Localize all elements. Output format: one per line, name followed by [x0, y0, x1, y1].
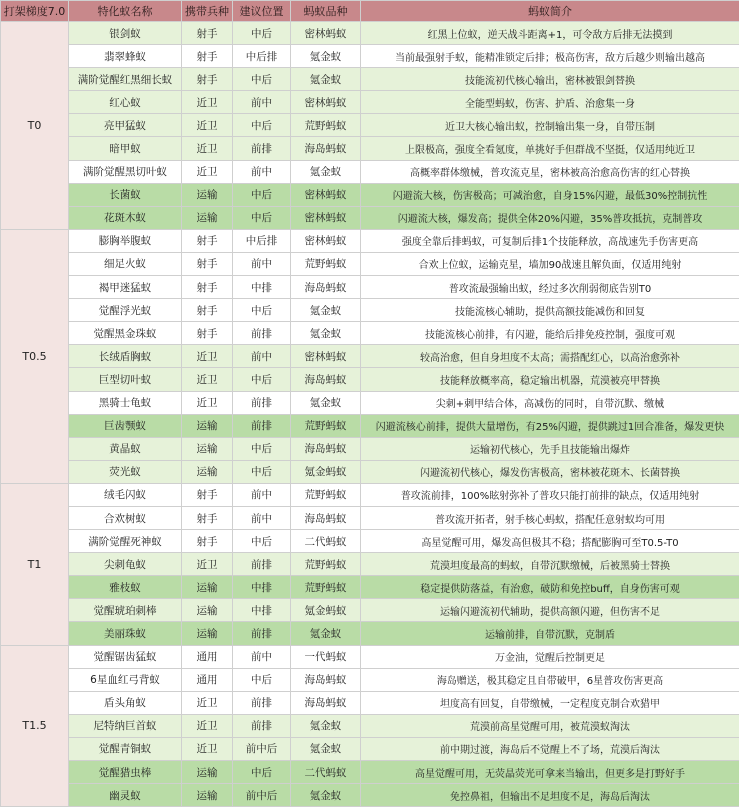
table-row — [1, 714, 739, 737]
ant-name-cell: 翡翠蜂蚁 — [69, 45, 182, 68]
ant-name-cell: 花斑木蚁 — [69, 206, 182, 229]
position-cell: 中后 — [233, 368, 291, 391]
position-cell: 前中 — [233, 345, 291, 368]
unit-type-cell: 通用 — [182, 668, 233, 691]
intro-cell: 普攻流前排，100%眩射弥补了普攻只能打前排的缺点，仅适用纯射 — [361, 483, 739, 506]
breed-cell: 荒野蚂蚁 — [291, 252, 361, 275]
ant-name-cell: 觉醒青铜蚁 — [69, 737, 182, 760]
position-cell: 前中 — [233, 506, 291, 529]
breed-cell: 氪金蚁 — [291, 299, 361, 322]
table-row — [1, 22, 739, 45]
intro-cell: 高星觉醒可用，爆发高但极其不稳；搭配膨胸可至T0.5-T0 — [361, 530, 739, 553]
breed-cell: 海岛蚂蚁 — [291, 276, 361, 299]
unit-type-cell: 近卫 — [182, 160, 233, 183]
position-cell: 前中后 — [233, 737, 291, 760]
intro-cell: 运输闪避流初代辅助，提供高额闪避，但伤害不足 — [361, 599, 739, 622]
breed-cell: 海岛蚂蚁 — [291, 668, 361, 691]
breed-cell: 荒野蚂蚁 — [291, 414, 361, 437]
breed-cell: 氪金蚁 — [291, 622, 361, 645]
position-cell: 中排 — [233, 576, 291, 599]
unit-type-cell: 运输 — [182, 622, 233, 645]
unit-type-cell: 近卫 — [182, 345, 233, 368]
intro-cell: 技能流初代核心输出，密林被银剑替换 — [361, 68, 739, 91]
intro-cell: 合欢上位蚁，运输克星，墙加90战速且解负面，仅适用纯射 — [361, 252, 739, 275]
table-row — [1, 91, 739, 114]
table-row — [1, 137, 739, 160]
position-cell: 前中 — [233, 252, 291, 275]
table-row — [1, 737, 739, 760]
unit-type-cell: 近卫 — [182, 114, 233, 137]
table-row — [1, 460, 739, 483]
breed-cell: 氪金蚂蚁 — [291, 460, 361, 483]
position-cell: 前排 — [233, 553, 291, 576]
intro-cell: 普攻流开拓者，射手核心蚂蚁，搭配任意射蚁均可用 — [361, 506, 739, 529]
intro-cell: 闪避流核心前排，提供大量增伤，有25%闪避，提供跳过1回合准备，爆发更快 — [361, 414, 739, 437]
ant-name-cell: 黄晶蚁 — [69, 437, 182, 460]
intro-cell: 红黑上位蚁，逆天战斗距离+1，可令敌方后排无法摸到 — [361, 22, 739, 45]
table-row — [1, 530, 739, 553]
table-row — [1, 761, 739, 784]
header-breed: 蚂蚁品种 — [291, 1, 361, 22]
table-row — [1, 206, 739, 229]
ant-name-cell: 暗甲蚁 — [69, 137, 182, 160]
breed-cell: 海岛蚂蚁 — [291, 691, 361, 714]
breed-cell: 海岛蚂蚁 — [291, 437, 361, 460]
breed-cell: 氪金蚁 — [291, 45, 361, 68]
ant-name-cell: 6星血红弓背蚁 — [69, 668, 182, 691]
ant-name-cell: 满阶觉醒黑切叶蚁 — [69, 160, 182, 183]
table-row — [1, 691, 739, 714]
breed-cell: 海岛蚂蚁 — [291, 368, 361, 391]
table-row — [1, 114, 739, 137]
unit-type-cell: 射手 — [182, 68, 233, 91]
unit-type-cell: 运输 — [182, 437, 233, 460]
table-row — [1, 68, 739, 91]
unit-type-cell: 近卫 — [182, 368, 233, 391]
intro-cell: 闪避流初代核心，爆发伤害极高，密林被花斑木、长菌替换 — [361, 460, 739, 483]
ant-name-cell: 幽灵蚁 — [69, 784, 182, 807]
ant-name-cell: 美丽珠蚁 — [69, 622, 182, 645]
breed-cell: 密林蚂蚁 — [291, 22, 361, 45]
unit-type-cell: 运输 — [182, 784, 233, 807]
position-cell: 中后 — [233, 22, 291, 45]
position-cell: 中后排 — [233, 45, 291, 68]
intro-cell: 闪避流大核，伤害极高；可减治愈，自身15%闪避，最低30%控制抗性 — [361, 183, 739, 206]
ant-name-cell: 觉醒锯齿猛蚁 — [69, 645, 182, 668]
table-row — [1, 483, 739, 506]
table-row — [1, 252, 739, 275]
ant-name-cell: 觉醒浮光蚁 — [69, 299, 182, 322]
ant-name-cell: 亮甲猛蚁 — [69, 114, 182, 137]
table-row — [1, 391, 739, 414]
unit-type-cell: 运输 — [182, 206, 233, 229]
unit-type-cell: 通用 — [182, 645, 233, 668]
breed-cell: 二代蚂蚁 — [291, 761, 361, 784]
intro-cell: 海岛赠送，极其稳定且自带破甲，6星普攻伤害更高 — [361, 668, 739, 691]
position-cell: 中后 — [233, 206, 291, 229]
breed-cell: 氪金蚂蚁 — [291, 599, 361, 622]
unit-type-cell: 射手 — [182, 322, 233, 345]
position-cell: 中后 — [233, 761, 291, 784]
breed-cell: 一代蚂蚁 — [291, 645, 361, 668]
position-cell: 前中后 — [233, 784, 291, 807]
header-type: 携带兵种 — [182, 1, 233, 22]
ant-name-cell: 荧光蚁 — [69, 460, 182, 483]
position-cell: 中排 — [233, 599, 291, 622]
intro-cell: 高星觉醒可用，无荧晶荧光可拿来当输出，但更多是打野好手 — [361, 761, 739, 784]
unit-type-cell: 近卫 — [182, 737, 233, 760]
table-header — [1, 1, 739, 22]
position-cell: 前排 — [233, 391, 291, 414]
unit-type-cell: 近卫 — [182, 137, 233, 160]
breed-cell: 荒野蚂蚁 — [291, 553, 361, 576]
ant-name-cell: 合欢树蚁 — [69, 506, 182, 529]
table-body — [1, 22, 739, 807]
unit-type-cell: 运输 — [182, 460, 233, 483]
position-cell: 中后 — [233, 183, 291, 206]
ant-name-cell: 长绒盾胸蚁 — [69, 345, 182, 368]
position-cell: 中后 — [233, 668, 291, 691]
position-cell: 中后 — [233, 530, 291, 553]
table-row — [1, 668, 739, 691]
intro-cell: 近卫大核心输出蚁，控制输出集一身，自带压制 — [361, 114, 739, 137]
table-row — [1, 322, 739, 345]
table-row — [1, 437, 739, 460]
unit-type-cell: 射手 — [182, 483, 233, 506]
unit-type-cell: 运输 — [182, 576, 233, 599]
position-cell: 前中 — [233, 91, 291, 114]
ant-name-cell: 满阶觉醒死神蚁 — [69, 530, 182, 553]
ant-name-cell: 尼特纳巨首蚁 — [69, 714, 182, 737]
table-row — [1, 345, 739, 368]
position-cell: 前中 — [233, 645, 291, 668]
position-cell: 中后 — [233, 114, 291, 137]
breed-cell: 海岛蚂蚁 — [291, 506, 361, 529]
ant-name-cell: 满阶觉醒红黑细长蚁 — [69, 68, 182, 91]
breed-cell: 氪金蚁 — [291, 322, 361, 345]
position-cell: 中后 — [233, 437, 291, 460]
intro-cell: 技能释放概率高，稳定输出机器，荒漠被亮甲替换 — [361, 368, 739, 391]
unit-type-cell: 射手 — [182, 252, 233, 275]
tier-label: T0 — [1, 22, 69, 230]
intro-cell: 运输前排，自带沉默，克制盾 — [361, 622, 739, 645]
ant-name-cell: 觉醒猎虫棒 — [69, 761, 182, 784]
breed-cell: 氪金蚁 — [291, 714, 361, 737]
table-row — [1, 45, 739, 68]
table-row — [1, 368, 739, 391]
ant-name-cell: 盾头角蚁 — [69, 691, 182, 714]
header-intro: 蚂蚁简介 — [361, 1, 739, 22]
breed-cell: 荒野蚂蚁 — [291, 576, 361, 599]
breed-cell: 氪金蚁 — [291, 160, 361, 183]
breed-cell: 氪金蚁 — [291, 68, 361, 91]
position-cell: 前排 — [233, 691, 291, 714]
table-row — [1, 160, 739, 183]
table-row — [1, 645, 739, 668]
intro-cell: 荒漠前高星觉醒可用，被荒漠蚁淘汰 — [361, 714, 739, 737]
table-row — [1, 576, 739, 599]
intro-cell: 较高治愈，但自身坦度不太高；需搭配红心，以高治愈弥补 — [361, 345, 739, 368]
breed-cell: 氪金蚁 — [291, 737, 361, 760]
table-row — [1, 229, 739, 252]
unit-type-cell: 射手 — [182, 229, 233, 252]
intro-cell: 稳定提供防落益，有治愈，破防和免控buff，自身伤害可观 — [361, 576, 739, 599]
intro-cell: 当前最强射手蚁，能精准锁定后排；极高伤害，敌方后越少则输出越高 — [361, 45, 739, 68]
ant-name-cell: 黑骑士龟蚁 — [69, 391, 182, 414]
header-tier: 打架梯度7.0 — [1, 1, 69, 22]
tier-label: T1.5 — [1, 645, 69, 807]
position-cell: 前中 — [233, 483, 291, 506]
table-row — [1, 299, 739, 322]
breed-cell: 密林蚂蚁 — [291, 206, 361, 229]
table-row — [1, 599, 739, 622]
header-name: 特化蚁名称 — [69, 1, 182, 22]
position-cell: 前排 — [233, 622, 291, 645]
position-cell: 前排 — [233, 137, 291, 160]
tier-label: T1 — [1, 483, 69, 645]
position-cell: 前排 — [233, 714, 291, 737]
intro-cell: 闪避流大核，爆发高；提供全体20%闪避，35%普攻抵抗，克制普攻 — [361, 206, 739, 229]
intro-cell: 普攻流最强输出蚁，经过多次削弱彻底告别T0 — [361, 276, 739, 299]
ant-name-cell: 觉醒黑金珠蚁 — [69, 322, 182, 345]
breed-cell: 密林蚂蚁 — [291, 345, 361, 368]
unit-type-cell: 运输 — [182, 414, 233, 437]
ant-name-cell: 尖刺龟蚁 — [69, 553, 182, 576]
table-row — [1, 276, 739, 299]
unit-type-cell: 近卫 — [182, 91, 233, 114]
position-cell: 前排 — [233, 414, 291, 437]
ant-name-cell: 雅枝蚁 — [69, 576, 182, 599]
unit-type-cell: 射手 — [182, 299, 233, 322]
table-row — [1, 784, 739, 807]
intro-cell: 高概率群体缴械，普攻流克星，密林被高治愈高伤害的红心替换 — [361, 160, 739, 183]
position-cell: 中排 — [233, 276, 291, 299]
ant-name-cell: 绒毛闪蚁 — [69, 483, 182, 506]
breed-cell: 荒野蚂蚁 — [291, 114, 361, 137]
position-cell: 前排 — [233, 322, 291, 345]
table-row — [1, 414, 739, 437]
intro-cell: 荒漠坦度最高的蚂蚁，自带沉默缴械，后被黑骑士替换 — [361, 553, 739, 576]
unit-type-cell: 近卫 — [182, 553, 233, 576]
position-cell: 前中 — [233, 160, 291, 183]
breed-cell: 密林蚂蚁 — [291, 229, 361, 252]
ant-name-cell: 细足火蚁 — [69, 252, 182, 275]
table-row — [1, 183, 739, 206]
position-cell: 中后 — [233, 299, 291, 322]
unit-type-cell: 射手 — [182, 506, 233, 529]
position-cell: 中后 — [233, 460, 291, 483]
unit-type-cell: 近卫 — [182, 691, 233, 714]
breed-cell: 氪金蚁 — [291, 391, 361, 414]
unit-type-cell: 运输 — [182, 183, 233, 206]
unit-type-cell: 运输 — [182, 599, 233, 622]
breed-cell: 二代蚂蚁 — [291, 530, 361, 553]
intro-cell: 技能流核心辅助，提供高额技能减伤和回复 — [361, 299, 739, 322]
intro-cell: 尖刺+刺甲结合体，高减伤的同时，自带沉默、缴械 — [361, 391, 739, 414]
intro-cell: 技能流核心前排，有闪避，能给后排免疫控制，强度可观 — [361, 322, 739, 345]
ant-name-cell: 巨齿颚蚁 — [69, 414, 182, 437]
intro-cell: 免控鼻祖，但输出不足坦度不足，海岛后淘汰 — [361, 784, 739, 807]
unit-type-cell: 近卫 — [182, 391, 233, 414]
intro-cell: 强度全靠后排蚂蚁，可复制后排1个技能释放，高战速先手伤害更高 — [361, 229, 739, 252]
intro-cell: 运输初代核心，先手且技能输出爆炸 — [361, 437, 739, 460]
intro-cell: 万金油，觉醒后控制更足 — [361, 645, 739, 668]
unit-type-cell: 射手 — [182, 45, 233, 68]
unit-type-cell: 近卫 — [182, 714, 233, 737]
position-cell: 中后排 — [233, 229, 291, 252]
position-cell: 中后 — [233, 68, 291, 91]
ant-name-cell: 长菌蚁 — [69, 183, 182, 206]
ant-name-cell: 膨胸举腹蚁 — [69, 229, 182, 252]
intro-cell: 上限极高，强度全看氪度，单挑好手但群战不坚挺，仅适用纯近卫 — [361, 137, 739, 160]
intro-cell: 前中期过渡，海岛后不觉醒上不了场，荒漠后淘汰 — [361, 737, 739, 760]
breed-cell: 海岛蚂蚁 — [291, 137, 361, 160]
intro-cell: 全能型蚂蚁，伤害、护盾、治愈集一身 — [361, 91, 739, 114]
breed-cell: 荒野蚂蚁 — [291, 483, 361, 506]
ant-name-cell: 红心蚁 — [69, 91, 182, 114]
ant-name-cell: 觉醒琥珀刺棒 — [69, 599, 182, 622]
tier-label: T0.5 — [1, 229, 69, 483]
unit-type-cell: 射手 — [182, 22, 233, 45]
breed-cell: 密林蚂蚁 — [291, 91, 361, 114]
unit-type-cell: 运输 — [182, 761, 233, 784]
unit-type-cell: 射手 — [182, 530, 233, 553]
ant-name-cell: 褐甲迷猛蚁 — [69, 276, 182, 299]
ant-name-cell: 银剑蚁 — [69, 22, 182, 45]
breed-cell: 氪金蚁 — [291, 784, 361, 807]
intro-cell: 坦度高有回复，自带缴械，一定程度克制合欢猎甲 — [361, 691, 739, 714]
header-position: 建议位置 — [233, 1, 291, 22]
unit-type-cell: 射手 — [182, 276, 233, 299]
table-row — [1, 553, 739, 576]
table-row — [1, 622, 739, 645]
breed-cell: 密林蚂蚁 — [291, 183, 361, 206]
ant-name-cell: 巨型切叶蚁 — [69, 368, 182, 391]
table-row — [1, 506, 739, 529]
